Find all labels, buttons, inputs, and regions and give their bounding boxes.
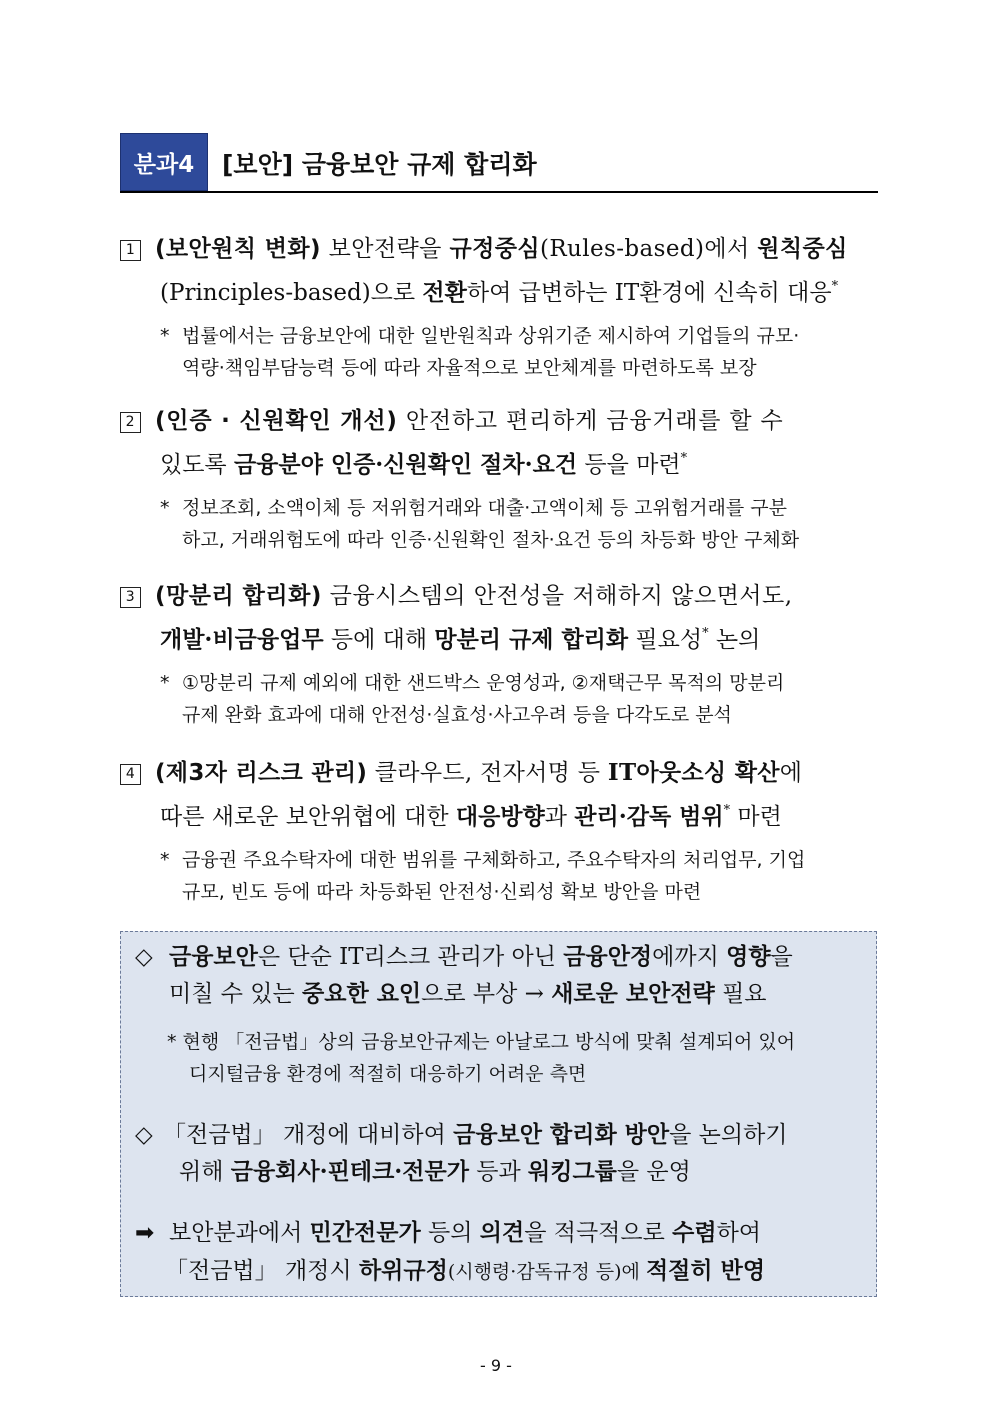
- item-2-line-1: 2 (인증 · 신원확인 개선) 안전하고 편리하게 금융거래를 할 수: [120, 403, 878, 440]
- item-number: 3: [120, 587, 141, 608]
- diamond-icon: ◇: [135, 1122, 153, 1148]
- summary-point-1-line-2: 미칠 수 있는 중요한 요인으로 부상 → 새로운 보안전략 필요: [169, 980, 767, 1007]
- item-4-line-2: 따른 새로운 보안위협에 대한 대응방향과 관리·감독 범위* 마련: [160, 803, 782, 830]
- item-number: 4: [120, 764, 141, 785]
- item-number: 1: [120, 240, 141, 261]
- summary-point-2-line-2: 위해 금융회사·핀테크·전문가 등과 워킹그룹을 운영: [179, 1158, 691, 1185]
- item-2-note: * 정보조회, 소액이체 등 저위험거래와 대출·고액이체 등 고위험거래를 구분: [160, 497, 787, 519]
- diamond-icon: ◇: [135, 944, 153, 970]
- summary-point-1-line-1: ◇ 금융보안은 단순 IT리스크 관리가 아닌 금융안정에까지 영향을: [135, 938, 793, 976]
- item-4-note-cont: 규모, 빈도 등에 따라 차등화된 안전성·신뢰성 확보 방안을 마련: [182, 881, 702, 903]
- page-number: - 9 -: [480, 1356, 512, 1375]
- arrow-right-icon: ➡: [135, 1220, 155, 1246]
- item-3: [120, 578, 878, 731]
- item-2-line-2: 있도록 금융분야 인증·신원확인 절차·요건 등을 마련*: [160, 451, 688, 478]
- summary-point-3-line-1: ➡ 보안분과에서 민간전문가 등의 의견을 적극적으로 수렴하여: [135, 1214, 761, 1252]
- item-1-line-2: (Principles-based)으로 전환하여 급변하는 IT환경에 신속히 대응*: [160, 279, 839, 306]
- item-4: [120, 754, 878, 908]
- summary-note: * 현행 「전금법」상의 금융보안규제는 아날로그 방식에 맞춰 설계되어 있어: [167, 1031, 796, 1053]
- summary-point-2-line-1: ◇ 「전금법」 개정에 대비하여 금융보안 합리화 방안을 논의하기: [135, 1116, 788, 1154]
- item-4-note: * 금융권 주요수탁자에 대한 범위를 구체화하고, 주요수탁자의 처리업무, 기업: [160, 849, 806, 871]
- section-title: [보안] 금융보안 규제 합리화: [222, 150, 537, 179]
- item-1-line-1: 1 (보안원칙 변화) 보안전략을 규정중심(Rules-based)에서 원칙중심: [120, 230, 878, 268]
- item-3-line-1: 3 (망분리 합리화) 금융시스템의 안전성을 저해하지 않으면서도,: [120, 578, 878, 615]
- section-badge: 분과4: [120, 133, 208, 191]
- summary-box: [120, 931, 877, 1297]
- item-3-line-2: 개발·비금융업무 등에 대해 망분리 규제 합리화 필요성* 논의: [160, 626, 761, 653]
- item-1-note-cont: 역량·책임부담능력 등에 따라 자율적으로 보안체계를 마련하도록 보장: [182, 357, 757, 379]
- summary-point-3-line-2: 「전금법」 개정시 하위규정(시행령·감독규정 등)에 적절히 반영: [165, 1257, 766, 1284]
- item-2: [120, 403, 878, 556]
- item-3-note-cont: 규제 완화 효과에 대해 안전성·실효성·사고우려 등을 다각도로 분석: [182, 704, 732, 726]
- item-3-note: * ①망분리 규제 예외에 대한 샌드박스 운영성과, ②재택근무 목적의 망분리: [160, 672, 785, 694]
- item-number: 2: [120, 412, 141, 433]
- item-1-note: * 법률에서는 금융보안에 대한 일반원칙과 상위기준 제시하여 기업들의 규모·: [160, 325, 800, 347]
- item-4-line-1: 4 (제3자 리스크 관리) 클라우드, 전자서명 등 IT아웃소싱 확산에: [120, 754, 878, 792]
- item-2-note-cont: 하고, 거래위험도에 따라 인증·신원확인 절차·요건 등의 차등화 방안 구체화: [182, 529, 800, 551]
- section-header: [120, 133, 878, 193]
- summary-note-cont: 디지털금융 환경에 적절히 대응하기 어려운 측면: [189, 1063, 587, 1085]
- item-1: [120, 230, 878, 384]
